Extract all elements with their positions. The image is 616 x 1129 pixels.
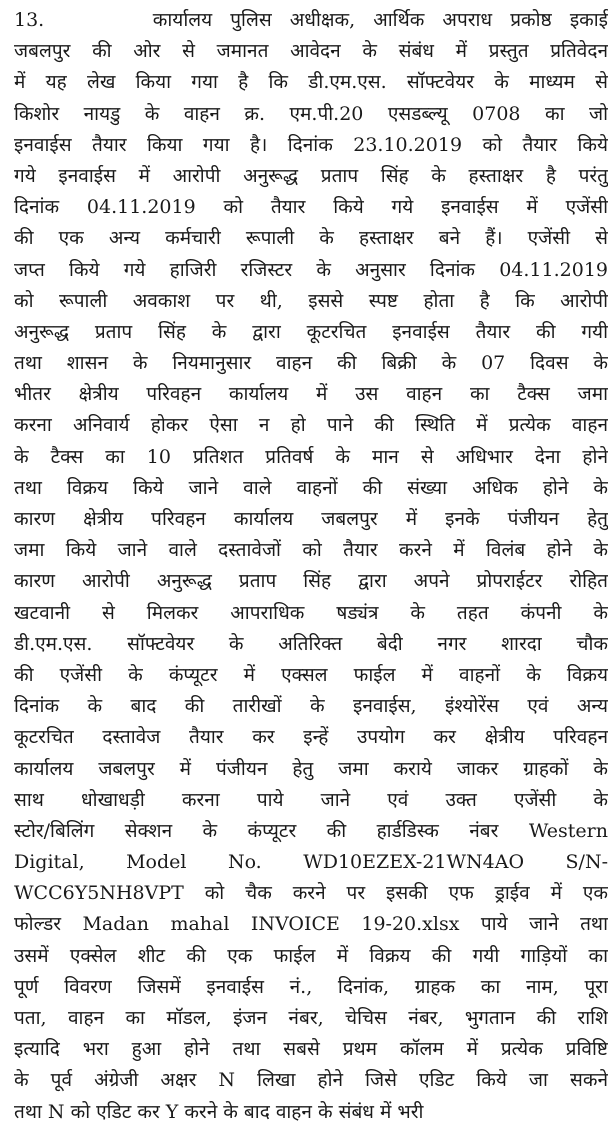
text-line: जबलपुर की ओर से जमानत आवेदन के संबंध में प्रस्तुत प्रतिवेदन [14,40,608,63]
text-line: के टैक्स का 10 प्रतिशत प्रतिवर्ष के मान से अधिभार देना होने [14,445,608,468]
text-line: तथा N को एडिट कर Y करने के बाद वाहन के संबंध में भरी [14,1100,424,1123]
text-line: जप्त किये गये हाजिरी रजिस्टर के अनुसार दिनांक 04.11.2019 [14,258,608,281]
text-line: भीतर क्षेत्रीय परिवहन कार्यालय में उस वाहन का टैक्स जमा [14,383,608,406]
text-line: में यह लेख किया गया है कि डी.एम.एस. सॉफ्टवेयर के माध्यम से [14,71,608,94]
text-line: को रूपाली अवकाश पर थी, इससे स्पष्ट होता है कि आरोपी [14,289,608,312]
text-line: दिनांक 04.11.2019 को तैयार किये गये इनवाईस में एजेंसी [14,196,608,219]
text-line: खटवानी से मिलकर आपराधिक षड्यंत्र के तहत कंपनी के [14,601,608,624]
text-line: की एक अन्य कर्मचारी रूपाली के हस्ताक्षर बने हैं। एजेंसी से [14,227,608,250]
text-line: कार्यालय जबलपुर में पंजीयन हेतु जमा कराये जाकर ग्राहकों के [14,757,608,780]
text-line: के पूर्व अंग्रेजी अक्षर N लिखा होने जिसे एडिट किये जा सकने [14,1069,608,1092]
text-line: किशोर नायडु के वाहन क्र. एम.पी.20 एसडब्ल्यू 0708 का जो [14,102,608,125]
text-line: कारण क्षेत्रीय परिवहन कार्यालय जबलपुर में इनके पंजीयन हेतु [14,508,608,530]
text-line: दिनांक के बाद की तारीखों के इनवाईस, इंश्योरेंस एवं अन्य [14,695,608,718]
text-line: अनुरूद्ध प्रताप सिंह के द्वारा कूटरचित इनवाईस तैयार की गयी [14,320,608,343]
text-line: इत्यादि भरा हुआ होने तथा सबसे प्रथम कॉलम में प्रत्येक प्रविष्टि [14,1038,608,1061]
text-line [14,5,608,36]
text-line: कारण आरोपी अनुरूद्ध प्रताप सिंह द्वारा अपने प्रोपराईटर रोहित [14,570,608,593]
text-line: जमा किये जाने वाले दस्तावेजों को तैयार करने में विलंब होने के [14,539,608,562]
text-line: डी.एम.एस. सॉफ्टवेयर के अतिरिक्त बेदी नगर शारदा चौक [14,632,608,655]
text-line: पता, वाहन का मॉडल, इंजन नंबर, चेचिस नंबर, भुगतान की राशि [14,1007,608,1029]
paragraph-number: 13. [14,9,45,31]
paragraph-13 [14,5,608,1128]
text-line: इनवाईस तैयार किया गया है। दिनांक 23.10.2019 को तैयार किये [14,133,608,156]
text-line: WCC6Y5NH8VPT को चैक करने पर इसकी एफ ड्राईव में एक [14,882,608,905]
text-line: उसमें एक्सेल शीट की एक फाईल में विक्रय की गयी गाड़ियों का [14,944,608,967]
text-line: करना अनिवार्य होकर ऐसा न हो पाने की स्थिति में प्रत्येक वाहन [14,414,608,437]
text-line-content: कार्यालय पुलिस अधीक्षक, आर्थिक अपराध प्रकोष्ठ इकाई [152,9,608,31]
text-line: गये इनवाईस में आरोपी अनुरूद्ध प्रताप सिंह के हस्ताक्षर है परंतु [14,164,608,187]
text-line: स्टोर/बिलिंग सेक्शन के कंप्यूटर की हार्डडिस्क नंबर Western [14,819,608,842]
text-line: तथा शासन के नियमानुसार वाहन की बिक्री के 07 दिवस के [14,352,608,375]
text-line: कूटरचित दस्तावेज तैयार कर इन्हें उपयोग कर क्षेत्रीय परिवहन [14,726,608,749]
text-line: की एजेंसी के कंप्यूटर में एक्सल फाईल में वाहनों के विक्रय [14,663,608,686]
text-line: फोल्डर Madan mahal INVOICE 19-20.xlsx पाये जाने तथा [14,913,608,936]
text-line: Digital, Model No. WD10EZEX-21WN4AO S/N- [14,851,608,874]
text-line: पूर्ण विवरण जिसमें इनवाईस नं., दिनांक, ग्राहक का नाम, पूरा [14,975,608,998]
text-line: तथा विक्रय किये जाने वाले वाहनों की संख्या अधिक होने के [14,476,608,499]
text-line: साथ धोखाधड़ी करना पाये जाने एवं उक्त एजेंसी के [14,788,608,811]
